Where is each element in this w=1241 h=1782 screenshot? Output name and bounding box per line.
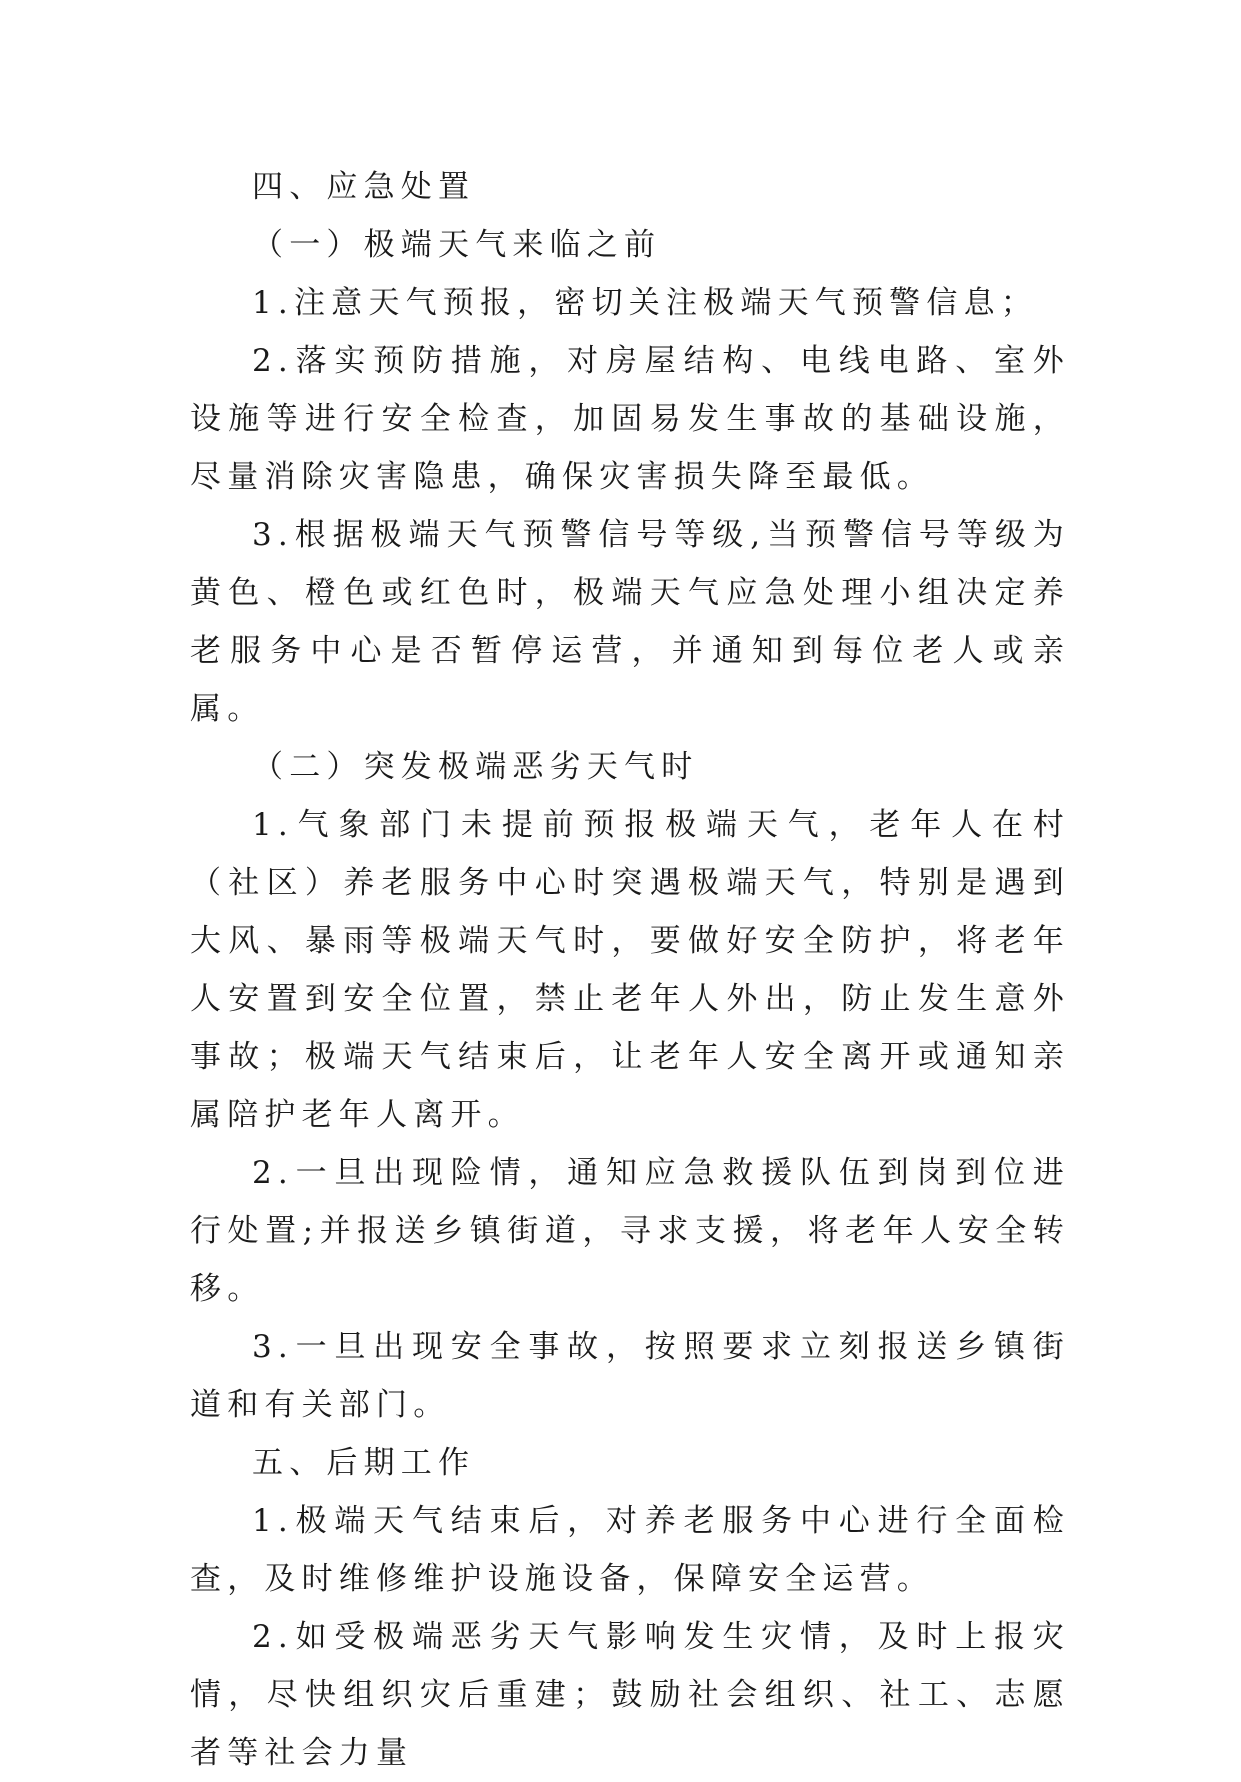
paragraph-post-weather-inspection: 1.极端天气结束后，对养老服务中心进行全面检查，及时维修维护设施设备，保障安全运营。 [190,1503,1070,1597]
paragraph-safety-accident: 3.一旦出现安全事故，按照要求立刻报送乡镇街道和有关部门。 [190,1329,1070,1423]
subheading-sudden-extreme-weather: （二）突发极端恶劣天气时 [252,749,699,785]
section-heading-emergency-response: 四、应急处置 [252,169,476,205]
paragraph-weather-forecast: 1.注意天气预报，密切关注极端天气预警信息； [252,285,1038,321]
subheading-before-extreme-weather: （一）极端天气来临之前 [252,227,662,263]
paragraph-unforecast-weather: 1.气象部门未提前预报极端天气，老年人在村（社区）养老服务中心时突遇极端天气，特别是遇到大风、暴雨等极端天气时，要做好安全防护，将老年人安置到安全位置，禁止老年人外出，防止发生意外事故；极端天气结束后，让老年人安全离开或通知亲属陪护老年人离开。 [190,807,1070,1133]
paragraph-warning-levels: 3.根据极端天气预警信号等级,当预警信号等级为黄色、橙色或红色时，极端天气应急处理小组决定养老服务中心是否暂停运营，并通知到每位老人或亲属。 [190,517,1070,727]
paragraph-preventive-measures: 2.落实预防措施，对房屋结构、电线电路、室外设施等进行安全检查，加固易发生事故的基础设施，尽量消除灾害隐患，确保灾害损失降至最低。 [190,343,1070,495]
paragraph-danger-response: 2.一旦出现险情，通知应急救援队伍到岗到位进行处置;并报送乡镇街道，寻求支援，将老年人安全转移。 [190,1155,1070,1307]
document-body [190,158,1070,1782]
paragraph-disaster-reporting: 2.如受极端恶劣天气影响发生灾情，及时上报灾情，尽快组织灾后重建；鼓励社会组织、社工、志愿者等社会力量 [190,1619,1070,1771]
section-heading-follow-up-work: 五、后期工作 [252,1445,476,1481]
